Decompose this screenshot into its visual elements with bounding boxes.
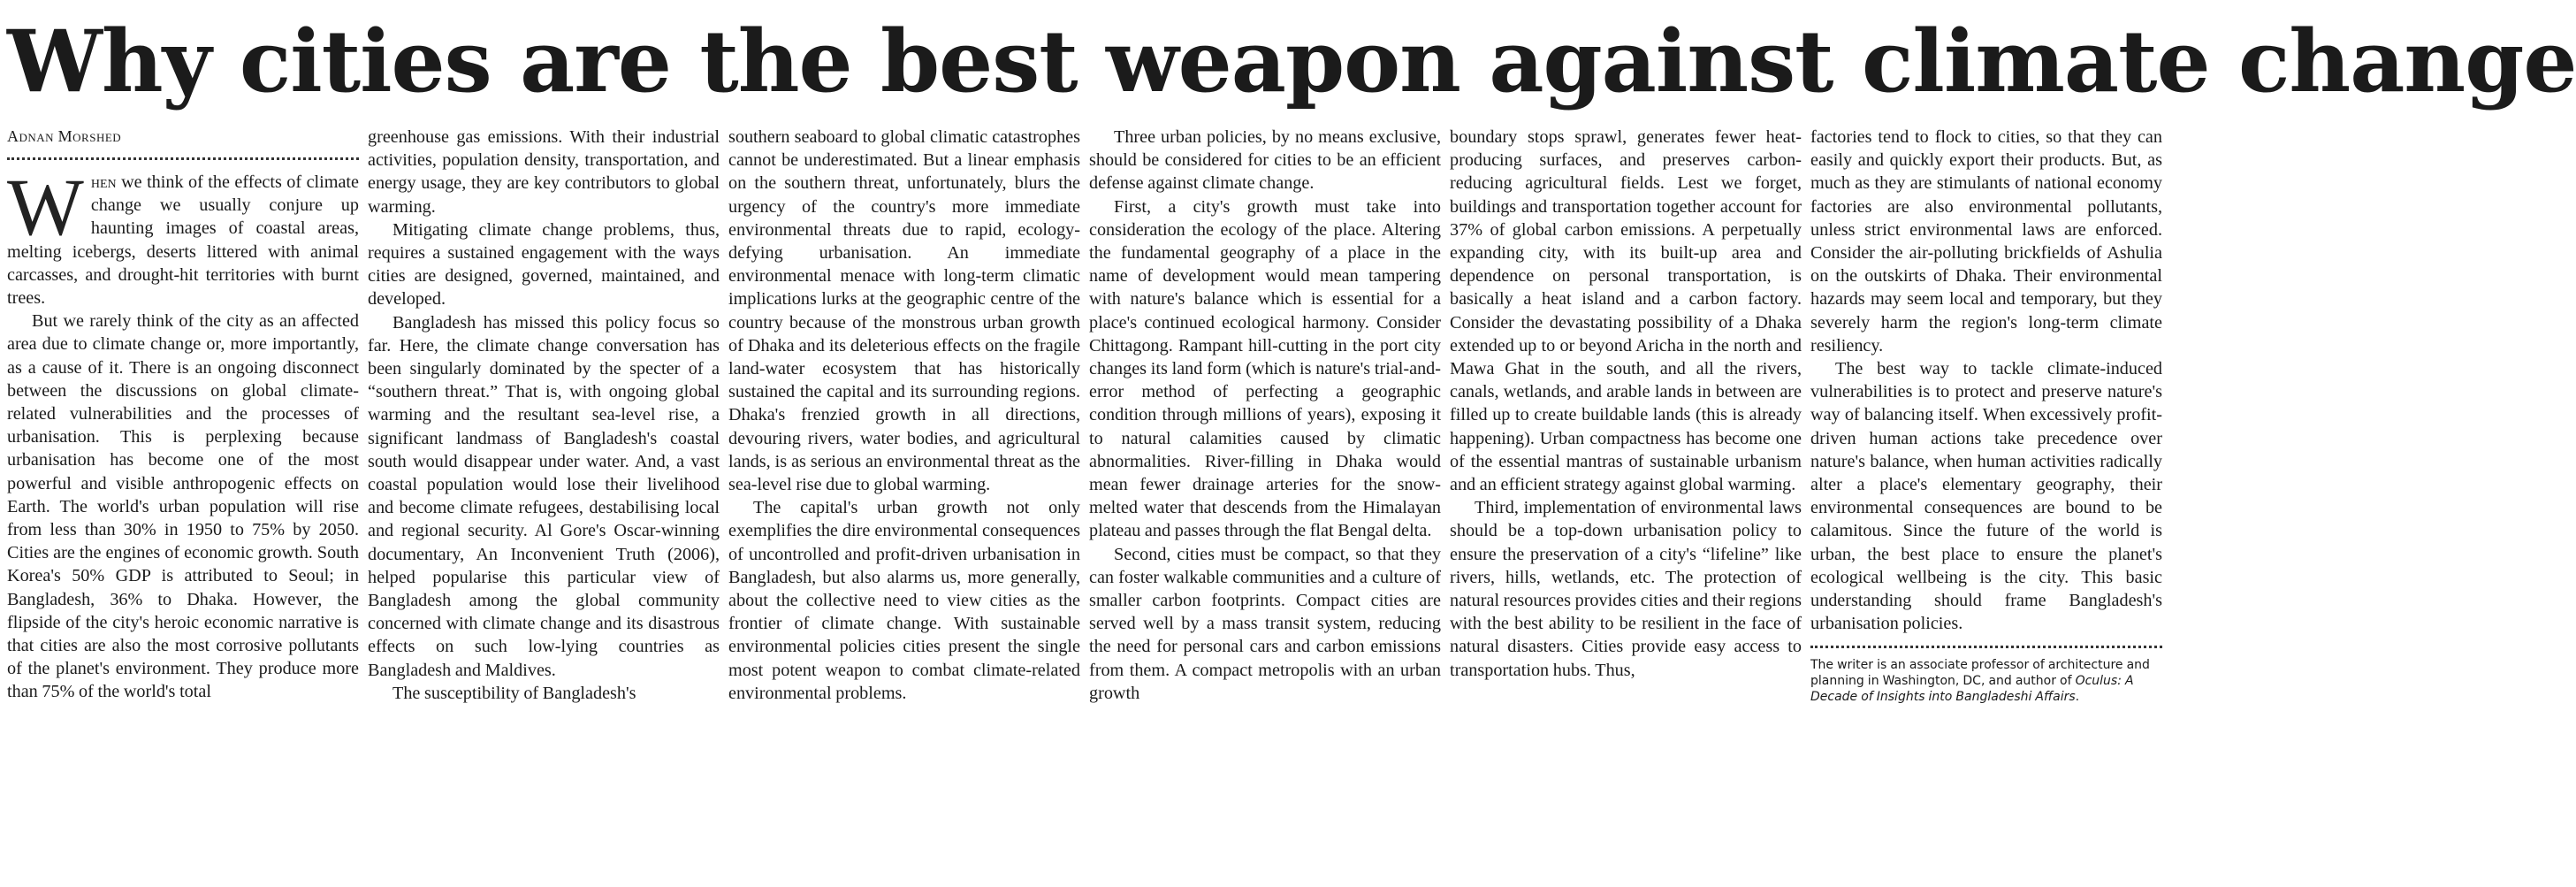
- byline: Adnan Morshed: [7, 127, 122, 145]
- paragraph: The capital's urban growth not only exemplifies the dire environmental consequences of uncontrolled and profit-driven urbanisation in Bangladesh, but also alarms us, more generally, about the collective need to view cities as the frontier of climate change. With sustainable environmental policies cities present the single most potent weapon to combat climate-related environmental problems.: [728, 498, 1080, 703]
- paragraph: factories tend to flock to cities, so that they can easily and quickly export their products. But, as much as they are stimulants of national economy factories are also environmental pollutants, unless strict environmental laws are enforced. Consider the air-polluting brickfields of Ashulia on the outskirts of Dhaka. Their environmental hazards may seem local and temporary, but they severely harm the region's long-term climate resiliency.: [1810, 127, 2162, 356]
- lead-word: hen: [90, 172, 117, 192]
- article-body: [7, 126, 2164, 884]
- column-6: [1810, 126, 2162, 884]
- book-title: Oculus: A Decade of Insights into Bangladeshi Affairs: [1810, 674, 2134, 705]
- column-4: [1089, 126, 1441, 884]
- paragraph-text: we think of the effects of climate change we usually conjure up haunting images of coastal areas, melting icebergs, deserts littered with animal carcasses, and drought-hit territories with burnt trees.: [7, 172, 359, 309]
- column-3: [728, 126, 1080, 884]
- paragraph: greenhouse gas emissions. With their industrial activities, population density, transportation, and energy usage, they are key contributors to global warming.: [368, 127, 720, 217]
- paragraph: Three urban policies, by no means exclusive, should be considered for cities to be an efficient defense against climate change.: [1089, 127, 1441, 194]
- paragraph: First, a city's growth must take into consideration the ecology of the place. Altering the fundamental geography of a place in the name of development would mean tampering with nature's balance which is essential for a place's continued ecological harmony. Consider Chittagong. Rampant hill-cutting in the port city changes its land form (which is nature's trial-and-error method of perfecting a geographic condition through millions of years), exposing it to natural calamities caused by climatic abnormalities. River-filling in Dhaka would mean fewer drainage arteries for the snow-melted water that descends from the Himalayan plateau and passes through the flat Bengal delta.: [1089, 196, 1441, 541]
- column-2: [368, 126, 720, 884]
- byline-divider: [7, 157, 359, 160]
- paragraph: Second, cities must be compact, so that they can foster walkable communities and a culture of smaller carbon footprints. Compact cities are served well by a mass transit system, reducing the need for personal cars and carbon emissions from them. A compact metropolis with an urban growth: [1089, 544, 1441, 703]
- author-bio-divider: [1810, 646, 2162, 648]
- drop-cap: W: [7, 162, 84, 252]
- column-5: [1450, 126, 1802, 884]
- paragraph: Third, implementation of environmental laws should be a top-down urbanisation policy to ensure the preservation of a city's “lifeline” like rivers, hills, wetlands, etc. The protection of natural resources provides cities and their regions with the best ability to be resilient in the face of natural disasters. Cities provide easy access to transportation hubs. Thus,: [1450, 498, 1802, 680]
- author-bio: [1810, 657, 2162, 705]
- paragraph: The susceptibility of Bangladesh's: [392, 683, 636, 703]
- author-bio-text: The writer is an associate professor of architecture and planning in Washington, DC, and author of: [1810, 658, 2150, 689]
- paragraph: The best way to tackle climate-induced vulnerabilities is to protect and preserve nature's way of balancing itself. When excessively profit-driven human actions take precedence over nature's balance, when human activities radically alter a place's elementary geography, their environmental consequences are bound to be calamitous. Since the future of the world is urban, the best place to ensure the planet's ecological wellbeing is the city. This basic understanding should frame Bangladesh's urbanisation policies.: [1810, 359, 2162, 634]
- paragraph: Mitigating climate change problems, thus, requires a sustained engagement with the ways cities are designed, governed, maintained, and developed.: [368, 219, 720, 310]
- paragraph: But we rarely think of the city as an affected area due to climate change or, more importantly, as a cause of it. There is an ongoing disconnect between the discussions on global climate-related vulnerabilities and the processes of urbanisation. This is perplexing because urbanisation has become one of the most powerful and visible anthropogenic effects on Earth. The world's urban population will rise from less than 30% in 1950 to 75% by 2050. Cities are the engines of economic growth. South Korea's 50% GDP is attributed to Seoul; in Bangladesh, 36% to Dhaka. However, the flipside of the city's heroic economic narrative is that cities are also the most corrosive pollutants of the planet's environment. They produce more than 75% of the world's total: [7, 311, 359, 702]
- paragraph: boundary stops sprawl, generates fewer heat-producing surfaces, and preserves carbon-reducing agricultural fields. Lest we forget, buildings and transportation together account for 37% of global carbon emissions. A perpetually expanding city, with its built-up area and dependence on personal transportation, is basically a heat island and a carbon factory. Consider the devastating possibility of a Dhaka extended up to or beyond Aricha in the north and Mawa Ghat in the south, and all the rivers, canals, wetlands, and arable lands in between are filled up to create buildable lands (this is already happening). Urban compactness has become one of the essential mantras of sustainable urbanism and an efficient strategy against global warming.: [1450, 127, 1802, 495]
- column-1: [7, 126, 359, 884]
- paragraph: southern seaboard to global climatic catastrophes cannot be underestimated. But a linear emphasis on the southern threat, unfortunately, blurs the urgency of the country's more immediate environmental threats due to rapid, ecology-defying urbanisation. An immediate environmental menace with long-term climatic implications lurks at the geographic centre of the country because of the monstrous urban growth of Dhaka and its deleterious effects on the fragile land-water ecosystem that has historically sustained the capital and its surrounding regions. Dhaka's frenzied growth in all directions, devouring rivers, water bodies, and agricultural lands, is as serious an environmental threat as the sea-level rise due to global warming.: [728, 127, 1080, 495]
- lead-paragraph: [7, 162, 359, 310]
- paragraph: Bangladesh has missed this policy focus so far. Here, the climate change conversation has been singularly dominated by the specter of a “southern threat.” That is, with ongoing global warming and the resultant sea-level rise, a significant landmass of Bangladesh's coastal south would disappear under water. And, a vast coastal population would lose their livelihood and become climate refugees, destabilising local and regional security. Al Gore's Oscar-winning documentary, An Inconvenient Truth (2006), helped popularise this particular view of Bangladesh among the global community concerned with climate change and its disastrous effects on such low-lying countries as Bangladesh and Maldives.: [368, 312, 720, 680]
- article-headline: Why cities are the best weapon against climate change: [7, 11, 2576, 111]
- author-bio-end: .: [2075, 690, 2080, 705]
